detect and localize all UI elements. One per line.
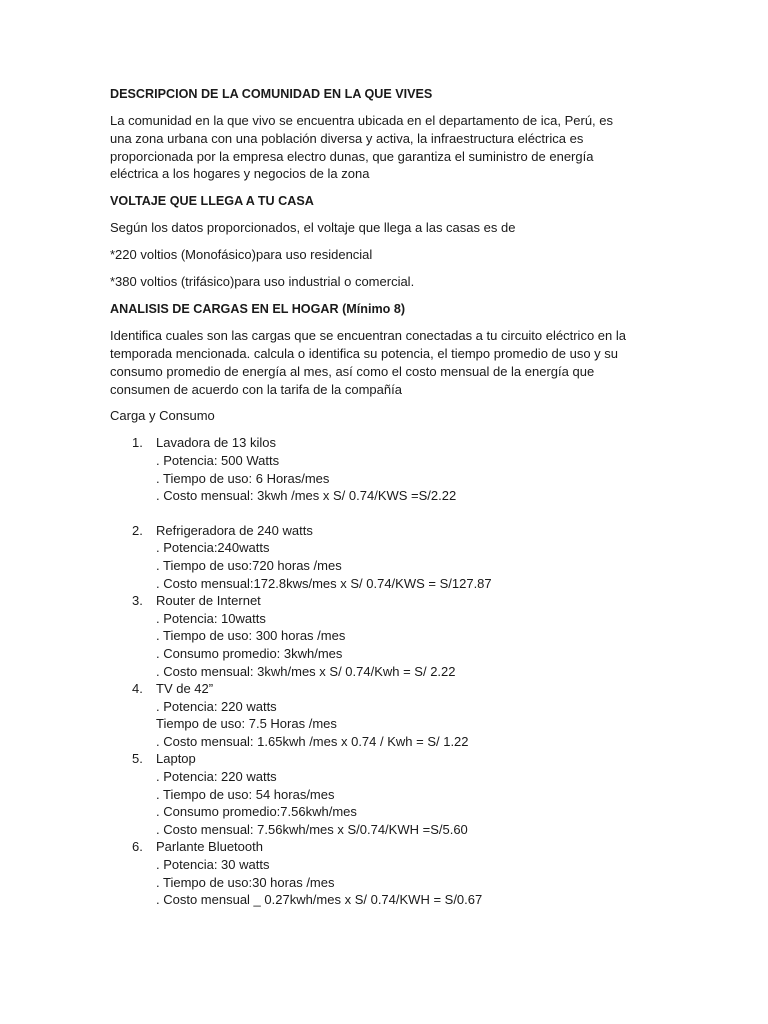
list-number: 5.: [132, 751, 143, 767]
load-name: TV de 42”: [156, 681, 214, 697]
analysis-line: consumen de acuerdo con la tarifa de la compañía: [110, 381, 402, 397]
list-number: 3.: [132, 593, 143, 609]
load-detail: . Potencia: 10watts: [156, 610, 266, 626]
list-item: [110, 522, 670, 592]
list-item: [110, 434, 670, 504]
load-detail: . Consumo promedio: 3kwh/mes: [156, 645, 343, 661]
voltage-heading: VOLTAJE QUE LLEGA A TU CASA: [110, 194, 314, 209]
list-item: [110, 838, 670, 908]
load-detail: . Tiempo de uso:30 horas /mes: [156, 874, 335, 890]
voltage-item-trifasico: *380 voltios (trifásico)para uso industrial o comercial.: [110, 274, 415, 290]
community-line: proporcionada por la empresa electro dunas, que garantiza el suministro de energía: [110, 148, 594, 164]
load-detail: Tiempo de uso: 7.5 Horas /mes: [156, 716, 337, 732]
load-detail: . Potencia: 30 watts: [156, 857, 270, 873]
load-name: Lavadora de 13 kilos: [156, 435, 276, 451]
analysis-heading: ANALISIS DE CARGAS EN EL HOGAR (Mínimo 8): [110, 302, 406, 317]
load-detail: . Costo mensual: 7.56kwh/mes x S/0.74/KWH =S/5.60: [156, 821, 468, 837]
load-detail: . Potencia: 500 Watts: [156, 452, 280, 468]
load-name: Laptop: [156, 751, 196, 767]
load-detail: . Potencia: 220 watts: [156, 769, 277, 785]
list-number: 4.: [132, 681, 143, 697]
list-item: [110, 750, 670, 838]
load-detail: . Costo mensual _ 0.27kwh/mes x S/ 0.74/KWH = S/0.67: [156, 892, 483, 908]
load-detail: . Potencia:240watts: [156, 540, 270, 556]
community-paragraph: [110, 112, 670, 183]
analysis-line: temporada mencionada. calcula o identifica su potencia, el tiempo promedio de uso y su: [110, 345, 619, 361]
list-item: [110, 592, 670, 680]
voltage-intro: Según los datos proporcionados, el voltaje que llega a las casas es de: [110, 220, 516, 236]
loads-list: [110, 434, 670, 908]
load-detail: . Tiempo de uso: 54 horas/mes: [156, 786, 335, 802]
analysis-line: consumo promedio de energía al mes, así como el costo mensual de la energía que: [110, 363, 595, 379]
load-detail: . Tiempo de uso: 300 horas /mes: [156, 628, 346, 644]
load-detail: . Tiempo de uso:720 horas /mes: [156, 557, 342, 573]
community-line: eléctrica a los hogares y negocios de la zona: [110, 166, 370, 182]
analysis-paragraph: [110, 327, 670, 398]
analysis-line: Identifica cuales son las cargas que se encuentran conectadas a tu circuito eléctrico en la: [110, 328, 626, 344]
community-line: La comunidad en la que vivo se encuentra ubicada en el departamento de ica, Perú, es: [110, 113, 614, 128]
list-number: 2.: [132, 522, 143, 538]
list-number: 6.: [132, 839, 143, 855]
load-detail: . Costo mensual: 1.65kwh /mes x 0.74 / Kwh = S/ 1.22: [156, 733, 469, 749]
list-number: 1.: [132, 435, 143, 451]
voltage-item-monofasico: *220 voltios (Monofásico)para uso residencial: [110, 247, 373, 263]
community-line: una zona urbana con una población diversa y activa, la infraestructura eléctrica es: [110, 130, 584, 146]
document-page: [110, 85, 670, 909]
loads-subheading: Carga y Consumo: [110, 408, 215, 424]
load-detail: . Tiempo de uso: 6 Horas/mes: [156, 470, 330, 486]
community-heading: DESCRIPCION DE LA COMUNIDAD EN LA QUE VIVES: [110, 87, 433, 101]
load-detail: . Costo mensual:172.8kws/mes x S/ 0.74/KWS = S/127.87: [156, 575, 492, 591]
load-detail: . Consumo promedio:7.56kwh/mes: [156, 804, 357, 820]
load-name: Router de Internet: [156, 593, 261, 609]
load-name: Parlante Bluetooth: [156, 839, 263, 855]
list-item: [110, 680, 670, 750]
load-detail: . Costo mensual: 3kwh /mes x S/ 0.74/KWS =S/2.22: [156, 488, 457, 504]
load-detail: . Costo mensual: 3kwh/mes x S/ 0.74/Kwh = S/ 2.22: [156, 663, 456, 679]
load-name: Refrigeradora de 240 watts: [156, 522, 313, 538]
load-detail: . Potencia: 220 watts: [156, 698, 277, 714]
